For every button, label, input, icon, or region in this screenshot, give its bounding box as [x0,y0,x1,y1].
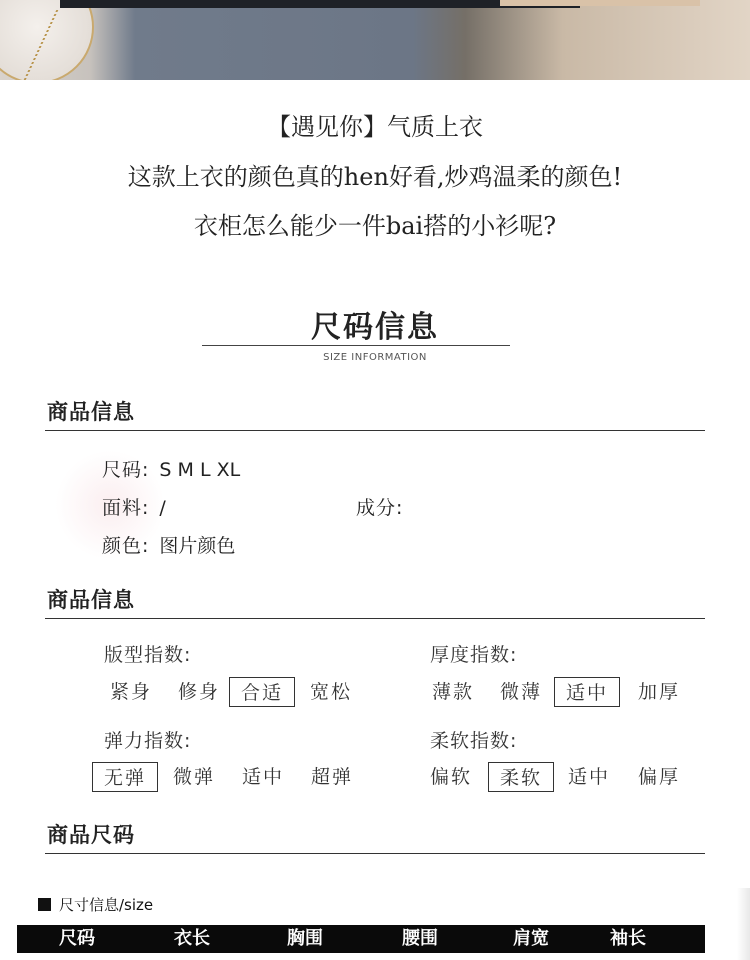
softness-option: 偏厚 [637,766,680,788]
column-header: 衣长 [174,928,210,949]
fit-option: 修身 [177,681,220,703]
title-divider [202,345,510,346]
cream-fabric [500,0,700,6]
indices-heading: 商品信息 [47,588,135,612]
intro-line-3: 衣柜怎么能少一件bai搭的小衫呢? [193,212,557,240]
softness-option: 适中 [567,766,610,788]
fit-option: 紧身 [109,681,152,703]
page-edge-shadow [737,888,750,960]
size-label: 尺码: [102,459,150,481]
column-header: 尺码 [59,928,95,949]
size-table-title [38,894,153,915]
column-header: 腰围 [402,928,438,949]
thickness-option: 微薄 [499,681,542,703]
fabric-value: / [159,497,166,519]
column-header: 胸围 [287,928,323,949]
composition-row [356,493,403,520]
intro-line-1: 【遇见你】气质上衣 [267,113,483,141]
color-value: 图片颜色 [159,535,236,557]
thickness-option: 加厚 [637,681,680,703]
softness-option: 偏软 [429,766,472,788]
color-row [102,531,235,558]
elasticity-option: 适中 [241,766,284,788]
size-table-title-text: 尺寸信息/size [59,896,154,914]
thickness-option: 薄款 [431,681,474,703]
column-header: 肩宽 [513,928,549,949]
elasticity-option-selected: 无弹 [92,762,158,792]
thickness-index-label: 厚度指数: [430,644,518,666]
divider [45,853,705,854]
square-bullet-icon [38,898,51,911]
intro-line-2: 这款上衣的颜色真的hen好看,炒鸡温柔的颜色! [127,163,623,191]
size-table-header [17,925,705,953]
softness-option-selected: 柔软 [488,762,554,792]
section-subtitle: SIZE INFORMATION [323,352,427,363]
product-size-heading: 商品尺码 [47,823,135,847]
fabric-label: 面料: [102,497,150,519]
size-row [102,455,240,482]
fit-option-selected: 合适 [229,677,295,707]
section-title: 尺码信息 [311,310,439,345]
composition-label: 成分: [356,497,404,519]
product-photo [0,0,750,80]
fit-option: 宽松 [309,681,352,703]
divider [45,618,705,619]
divider [45,430,705,431]
fabric-row [102,493,166,520]
elasticity-index-label: 弹力指数: [104,730,192,752]
elasticity-option: 微弹 [172,766,215,788]
elasticity-option: 超弹 [310,766,353,788]
color-label: 颜色: [102,535,150,557]
softness-index-label: 柔软指数: [430,730,518,752]
column-header: 袖长 [610,928,646,949]
thickness-option-selected: 适中 [554,677,620,707]
size-value: S M L XL [159,459,241,481]
product-info-heading: 商品信息 [47,400,135,424]
fit-index-label: 版型指数: [104,644,192,666]
